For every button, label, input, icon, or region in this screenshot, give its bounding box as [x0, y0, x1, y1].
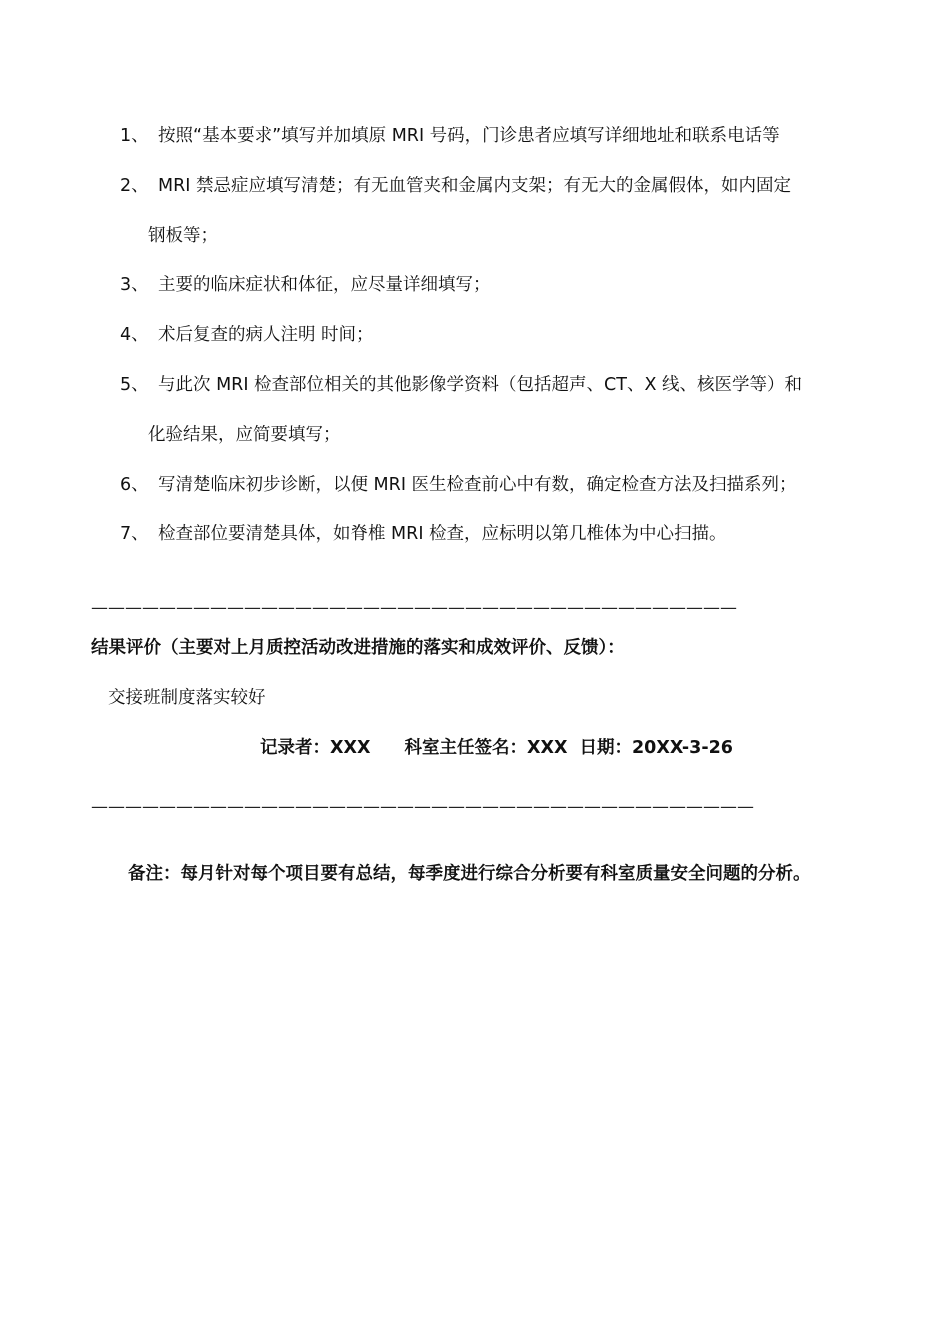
- list-item-text: [148, 361, 880, 461]
- list-item: [120, 461, 880, 511]
- list-item-line: 写清楚临床初步诊断，以便 MRI 医生检查前心中有数，确定检查方法及扫描系列；: [158, 474, 797, 495]
- list-item: [120, 361, 880, 461]
- list-item-line: 术后复查的病人注明 时间；: [158, 325, 374, 346]
- list-item-number: 6、: [120, 474, 149, 495]
- list-item-line: 按照“基本要求”填写并加填原 MRI 号码，门诊患者应填写详细地址和联系电话等: [158, 126, 780, 146]
- list-item-text: [158, 261, 880, 311]
- signature-line: [260, 736, 733, 760]
- remark-note: 备注：每月针对每个项目要有总结，每季度进行综合分析要有科室质量安全问题的分析。: [128, 864, 811, 884]
- list-item-line: MRI 禁忌症应填写清楚；有无血管夹和金属内支架；有无大的金属假体，如内固定: [158, 175, 791, 196]
- director-signature-label: 科室主任签名：XXX: [404, 738, 568, 758]
- list-item: [120, 162, 880, 262]
- list-item-text: [158, 311, 880, 361]
- list-item-line: 钢板等；: [148, 225, 218, 246]
- list-item-text: [158, 510, 880, 560]
- list-item-number: 7、: [120, 524, 149, 545]
- list-item: [120, 311, 880, 361]
- result-text: 交接班制度落实较好: [108, 688, 266, 708]
- list-item-line: 检查部位要清楚具体，如脊椎 MRI 检查，应标明以第几椎体为中心扫描。: [158, 524, 727, 545]
- list-item: [120, 261, 880, 311]
- list-item-number: 4、: [120, 325, 149, 346]
- divider-line: ——————————————————————————————————————: [91, 598, 737, 618]
- list-item-text: [148, 162, 880, 262]
- recorder-label: 记录者：XXX: [260, 738, 371, 758]
- list-item-number: 1、: [120, 126, 149, 146]
- list-item-text: [158, 461, 880, 511]
- list-item-line: 与此次 MRI 检查部位相关的其他影像学资料（包括超声、CT、X 线、核医学等）和: [158, 374, 803, 395]
- list-item-text: [158, 112, 880, 162]
- list-item: [120, 510, 880, 560]
- list-item-line: 主要的临床症状和体征，应尽量详细填写；: [158, 275, 491, 296]
- requirements-list: [120, 112, 880, 560]
- list-item-number: 3、: [120, 275, 149, 296]
- date-label: 日期：20XX-3-26: [579, 738, 733, 758]
- result-heading: 结果评价（主要对上月质控活动改进措施的落实和成效评价、反馈）：: [91, 638, 625, 658]
- list-item-line: 化验结果，应简要填写；: [148, 424, 341, 445]
- list-item: [120, 112, 880, 162]
- list-item-number: 2、: [120, 175, 149, 196]
- list-item-number: 5、: [120, 374, 149, 395]
- divider-line: ———————————————————————————————————————: [91, 797, 754, 817]
